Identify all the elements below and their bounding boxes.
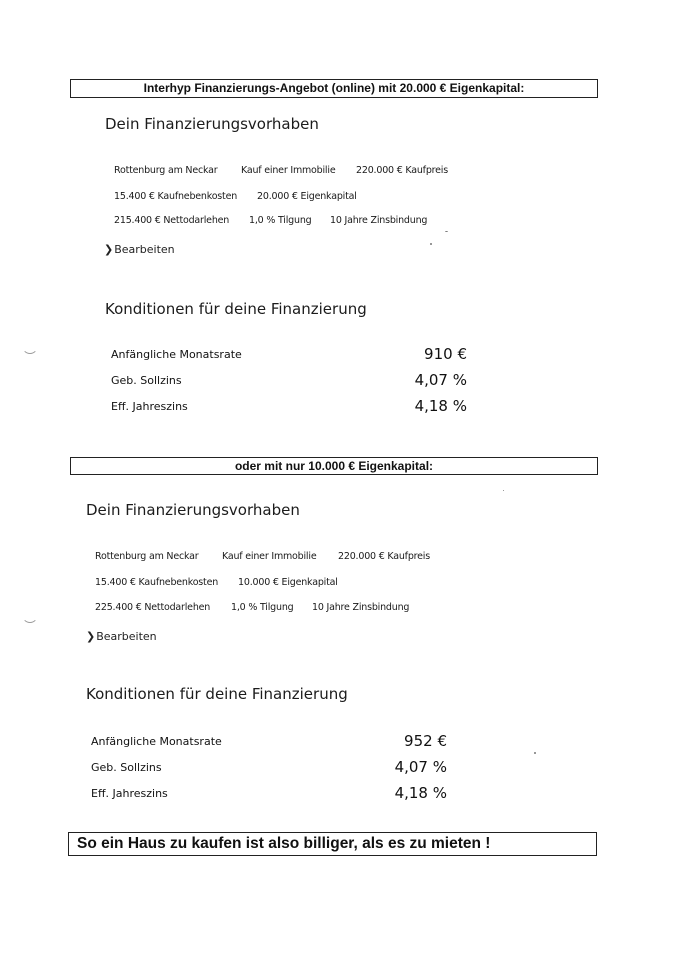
offer2-konditionen-title: Konditionen für deine Finanzierung [86, 685, 348, 703]
offer2-tag-zinsbindung: 10 Jahre Zinsbindung [312, 602, 410, 613]
offer1-sollzins-value: 4,07 % [414, 371, 467, 389]
offer1-edit-label: Bearbeiten [114, 243, 175, 256]
chevron-right-icon: ❯ [86, 630, 96, 643]
scan-speck [503, 490, 504, 491]
offer2-sollzins-value: 4,07 % [394, 758, 447, 776]
offer2-tag-tilgung: 1,0 % Tilgung [231, 602, 294, 613]
offer2-tag-eigenkapital: 10.000 € Eigenkapital [238, 577, 338, 588]
offer2-sollzins-label: Geb. Sollzins [91, 761, 162, 774]
offer2-tag-kaufpreis: 220.000 € Kaufpreis [338, 551, 430, 562]
scan-speck [445, 231, 448, 232]
offer1-tag-nettodarlehen: 215.400 € Nettodarlehen [114, 215, 230, 226]
offer2-monatsrate-value: 952 € [404, 732, 447, 750]
offer1-vorhaben-title: Dein Finanzierungsvorhaben [105, 115, 319, 133]
offer1-tag-tilgung: 1,0 % Tilgung [249, 215, 312, 226]
offer1-tag-zinsbindung: 10 Jahre Zinsbindung [330, 215, 428, 226]
scan-mark [22, 612, 38, 623]
offer1-tag-purpose: Kauf einer Immobilie [241, 165, 336, 176]
offer2-monatsrate-label: Anfängliche Monatsrate [91, 735, 222, 748]
offer2-tag-location: Rottenburg am Neckar [95, 551, 199, 562]
offer2-jahreszins-label: Eff. Jahreszins [91, 787, 168, 800]
offer1-tag-location: Rottenburg am Neckar [114, 165, 218, 176]
offer1-tag-eigenkapital: 20.000 € Eigenkapital [257, 191, 357, 202]
scan-mark [22, 343, 38, 354]
scan-speck [430, 243, 432, 245]
offer1-monatsrate-label: Anfängliche Monatsrate [111, 348, 242, 361]
chevron-right-icon: ❯ [104, 243, 114, 256]
offer2-tag-purpose: Kauf einer Immobilie [222, 551, 317, 562]
offer1-heading: Interhyp Finanzierungs-Angebot (online) mit 20.000 € Eigenkapital: [70, 79, 598, 98]
offer1-jahreszins-value: 4,18 % [414, 397, 467, 415]
offer1-sollzins-label: Geb. Sollzins [111, 374, 182, 387]
offer2-tag-nettodarlehen: 225.400 € Nettodarlehen [95, 602, 211, 613]
offer2-tag-nebenkosten: 15.400 € Kaufnebenkosten [95, 577, 219, 588]
offer1-jahreszins-label: Eff. Jahreszins [111, 400, 188, 413]
offer2-vorhaben-title: Dein Finanzierungsvorhaben [86, 501, 300, 519]
offer1-edit-link[interactable] [104, 243, 175, 256]
offer1-konditionen-title: Konditionen für deine Finanzierung [105, 300, 367, 318]
offer1-monatsrate-value: 910 € [424, 345, 467, 363]
offer2-edit-label: Bearbeiten [96, 630, 157, 643]
offer1-tag-nebenkosten: 15.400 € Kaufnebenkosten [114, 191, 238, 202]
offer2-edit-link[interactable] [86, 630, 157, 643]
offer2-jahreszins-value: 4,18 % [394, 784, 447, 802]
offer1-tag-kaufpreis: 220.000 € Kaufpreis [356, 165, 448, 176]
scan-speck [534, 752, 536, 754]
offer2-heading: oder mit nur 10.000 € Eigenkapital: [70, 457, 598, 475]
conclusion-box: So ein Haus zu kaufen ist also billiger, als es zu mieten ! [68, 832, 597, 856]
